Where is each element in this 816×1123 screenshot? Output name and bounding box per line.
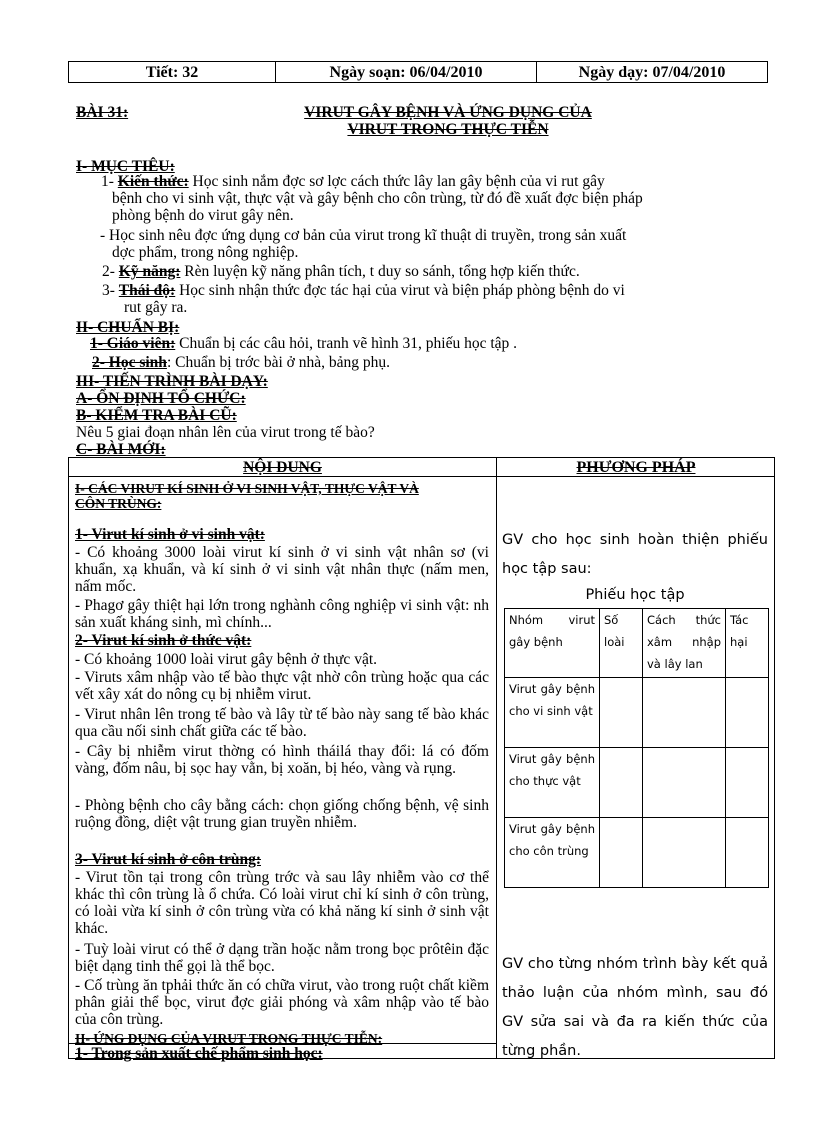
lesson-label: BÀI 31: (76, 104, 129, 121)
process-b: B- KIỂM TRA BÀI CŨ: (76, 407, 237, 424)
review-question: Nêu 5 giai đoạn nhân lên của virut trong tế bào? (76, 424, 375, 441)
para-microbe-1: - Có khoảng 3000 loài virut kí sinh ở vi sinh vật nhân sơ (vi khuẩn, xạ khuẩn, và kí sinh ở vi sinh vật nhân thực (nấm men, nấm mốc. (75, 544, 489, 595)
knowledge-text-2: bệnh cho vi sinh vật, thực vật và gây bệnh cho côn trùng, từ đó đề xuất đợc biện pháp (112, 190, 643, 207)
col-method-header: PHƯƠNG PHÁP (576, 459, 696, 476)
worksheet-empty-cell[interactable] (643, 818, 726, 888)
heading-microbe-virus: 1- Virut kí sinh ở vi sinh vật: (75, 526, 265, 543)
process-c: C- BÀI MỚI: (76, 441, 166, 458)
col-content-header: NỘI DUNG (243, 459, 322, 476)
table-header-divider (69, 476, 774, 477)
lesson-header-table (68, 61, 768, 83)
para-plant-3: - Virut nhân lên trong tế bào và lây từ tế bào này sang tế bào khác qua cầu nối sinh chất giữa các tế bào. (75, 706, 489, 740)
process-heading: III- TIẾN TRÌNH BÀI DẠY: (76, 373, 268, 390)
worksheet-header-cell: Nhóm virut gây bệnh (505, 609, 600, 678)
section2-title: II- ỨNG DỤNG CỦA VIRUT TRONG THỰC TIỄN: (75, 1031, 383, 1046)
worksheet-empty-cell[interactable] (726, 818, 769, 888)
worksheet-row-label: Virut gây bệnh cho vi sinh vật (505, 678, 600, 748)
knowledge-extra-1: - Học sinh nêu đợc ứng dụng cơ bản của virut trong kĩ thuật di truyền, trong sản xuất (100, 227, 627, 244)
worksheet-empty-cell[interactable] (643, 678, 726, 748)
prep-teacher-label: 1- Giáo viên: (90, 335, 176, 352)
attitude-line (102, 282, 625, 299)
method-text-1: GV cho học sinh hoàn thiện phiếu học tập sau: (502, 532, 768, 577)
prep-student-label: 2- Học sinh (92, 354, 167, 371)
process-a: A- ỔN ĐỊNH TỔ CHỨC: (76, 390, 246, 407)
section1-title-2: CÔN TRÙNG: (75, 496, 162, 511)
worksheet-header-cell: Số loài (600, 609, 643, 678)
objectives-heading: I- MỤC TIÊU: (76, 158, 175, 175)
prep-student-line (92, 354, 390, 371)
prep-date-cell: Ngày soạn: 06/04/2010 (276, 62, 537, 82)
worksheet-row-label: Virut gây bệnh cho thực vật (505, 748, 600, 818)
attitude-text: Học sinh nhận thức đợc tác hại của virut và biện pháp phòng bệnh do vi (175, 282, 625, 299)
section1-title-1: I- CÁC VIRUT KÍ SINH Ở VI SINH VẬT, THỰC VẬT VÀ (75, 481, 419, 496)
para-microbe-2: - Phagơ gây thiệt hại lớn trong nghành công nghiệp vi sinh vật: nh sản xuất kháng sinh, mì chính... (75, 597, 489, 631)
worksheet-empty-cell[interactable] (726, 678, 769, 748)
worksheet-empty-cell[interactable] (726, 748, 769, 818)
worksheet-header-cell: Cách thức xâm nhập và lây lan (643, 609, 726, 678)
period-cell: Tiết: 32 (69, 62, 276, 82)
method-text-2: GV cho từng nhóm trình bày kết quả thảo luận của nhóm mình, sau đó GV sửa sai và đa ra kiến thức của từng phần. (502, 956, 768, 1059)
para-plant-1: - Có khoảng 1000 loài virut gây bệnh ở thực vật. (75, 651, 378, 668)
teach-date-cell: Ngày dạy: 07/04/2010 (578, 63, 726, 81)
para-plant-5: - Phòng bệnh cho cây bằng cách: chọn giống chống bệnh, vệ sinh ruộng đồng, diệt vật trung gian truyền nhiễm. (75, 797, 489, 831)
knowledge-extra-2: dợc phẩm, trong nông nghiệp. (112, 244, 299, 261)
heading-plant-virus: 2- Virut kí sinh ở thức vật: (75, 632, 252, 649)
prep-heading: II- CHUẨN BỊ: (76, 319, 180, 336)
table-bottom-rule (69, 1043, 496, 1044)
prep-teacher-line (90, 335, 517, 352)
attitude-label: Thái độ: (118, 282, 176, 299)
worksheet-empty-cell[interactable] (600, 748, 643, 818)
prep-student-text: : Chuẩn bị trớc bài ở nhà, bảng phụ. (166, 354, 390, 371)
worksheet-title: Phiếu học tập (585, 587, 685, 603)
skills-number: 2- (102, 263, 115, 280)
lesson-table (68, 457, 775, 1062)
worksheet-empty-cell[interactable] (643, 748, 726, 818)
para-insect-1: - Virut tồn tại trong côn trùng trớc và sau lây nhiễm vào cơ thể khác thì côn trùng là ổ chứa. Có loài virut chỉ kí sinh ở côn trùng, có loài vừa kí sinh ở côn trùng vừa có khả năng kí sinh ở sinh vật khác. (75, 869, 489, 937)
heading-bioproducts: 1- Trong sản xuất chế phẩm sinh học: (75, 1045, 323, 1062)
para-insect-2: - Tuỳ loài virut có thể ở dạng trần hoặc nằm trong bọc prôtêin đặc biệt dạng tinh thể gọi là thể bọc. (75, 941, 489, 975)
knowledge-number: 1- (101, 173, 114, 190)
knowledge-text: Học sinh nắm đợc sơ lợc cách thức lây lan gây bệnh của vi rut gây (188, 173, 605, 190)
para-insect-3: - Cố trùng ăn tphải thức ăn có chữa virut, vào trong ruột chất kiềm phân giải thể bọc, virut đợc giải phóng và xâm nhập vào tế bào của côn trùng. (75, 977, 489, 1028)
knowledge-line (101, 173, 605, 190)
knowledge-text-3: phòng bệnh do virut gây nên. (112, 207, 294, 224)
para-plant-2: - Viruts xâm nhập vào tế bào thực vật nhờ côn trùng hoặc qua các vết xây xát do nông cụ bị nhiễm virut. (75, 669, 489, 703)
knowledge-label: Kiến thức: (117, 173, 189, 190)
skills-line (102, 263, 580, 280)
para-plant-4: - Cây bị nhiễm virut thờng có hình tháilá thay đổi: lá có đốm vàng, đốm nâu, bị sọc hay vằn, bị xoăn, bị héo, vàng và rụng. (75, 743, 489, 777)
worksheet-header-cell: Tác hại (726, 609, 769, 678)
skills-text: Rèn luyện kỹ năng phân tích, t duy so sánh, tổng hợp kiến thức. (180, 263, 580, 280)
worksheet-empty-cell[interactable] (600, 818, 643, 888)
worksheet-table (504, 608, 769, 888)
worksheet-row-label: Virut gây bệnh cho côn trùng (505, 818, 600, 888)
lesson-title-line2: VIRUT TRONG THỰC TIỄN (347, 121, 549, 138)
heading-insect-virus: 3- Virut kí sinh ở côn trùng: (75, 851, 261, 868)
skills-label: Kỹ năng: (118, 263, 181, 280)
attitude-number: 3- (102, 282, 115, 299)
prep-teacher-text: Chuẩn bị các câu hỏi, tranh vẽ hình 31, phiếu học tập . (175, 335, 518, 352)
worksheet-empty-cell[interactable] (600, 678, 643, 748)
lesson-title-line1: VIRUT GÂY BỆNH VÀ ỨNG DỤNG CỦA (304, 104, 592, 121)
attitude-text-2: rut gây ra. (124, 299, 188, 316)
table-divider (496, 458, 497, 1058)
